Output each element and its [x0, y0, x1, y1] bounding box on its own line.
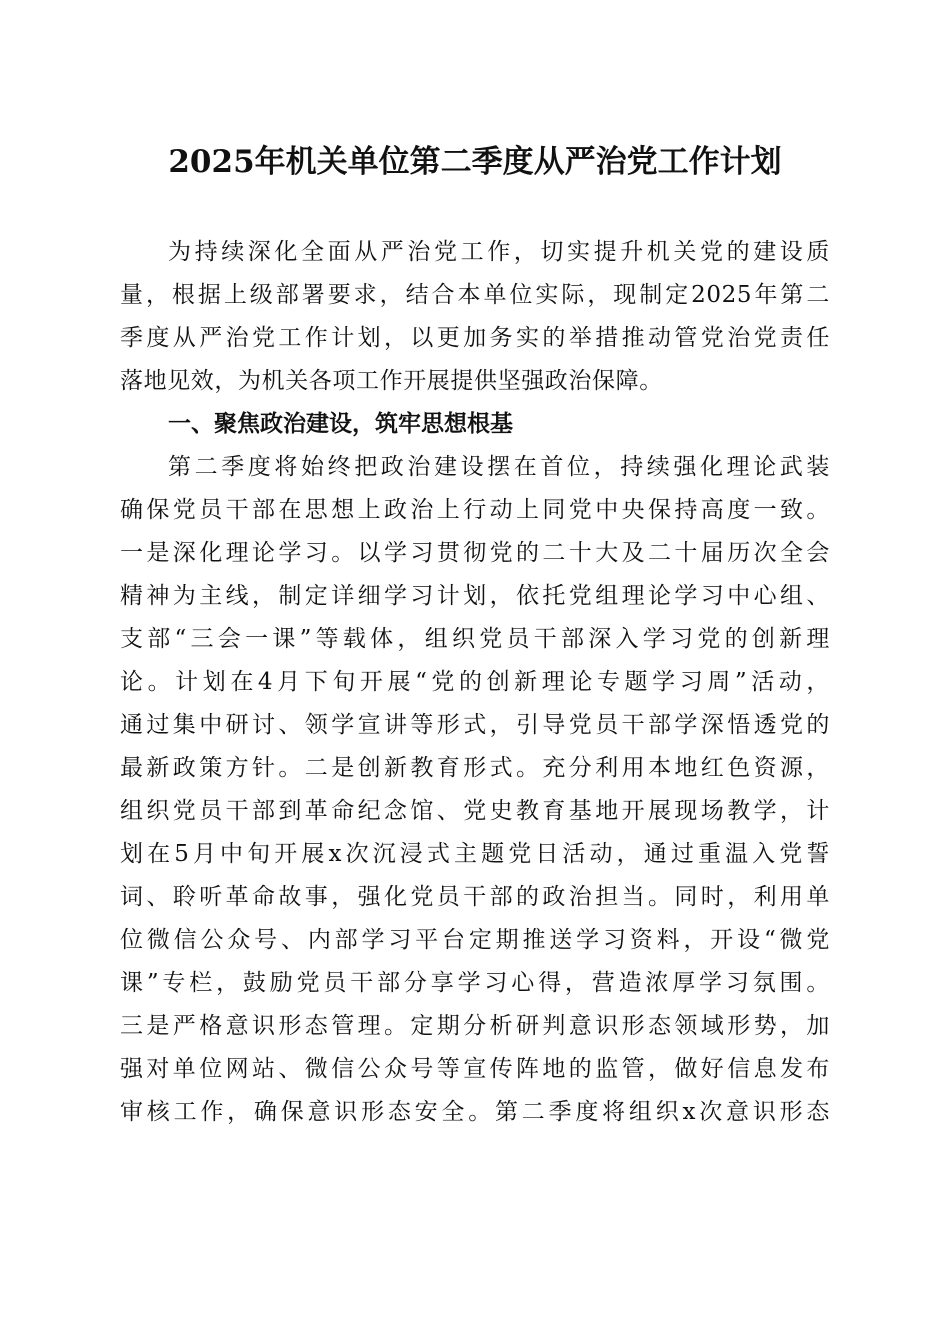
section1-line-16: 审核工作，确保意识形态安全。第二季度将组织x次意识形态 — [120, 1099, 830, 1125]
section1-line-11: 词、聆听革命故事，强化党员干部的政治担当。同时，利用单 — [120, 884, 830, 910]
intro-line-2: 量，根据上级部署要求，结合本单位实际，现制定2025年第二 — [120, 282, 830, 308]
intro-line-1: 为持续深化全面从严治党工作，切实提升机关党的建设质 — [168, 239, 830, 265]
section1-line-5: 支部“三会一课”等载体，组织党员干部深入学习党的创新理 — [120, 626, 830, 652]
intro-line-3: 季度从严治党工作计划，以更加务实的举措推动管党治党责任 — [120, 325, 830, 351]
section1-line-14: 三是严格意识形态管理。定期分析研判意识形态领域形势，加 — [120, 1013, 830, 1039]
section1-line-15: 强对单位网站、微信公众号等宣传阵地的监管，做好信息发布 — [120, 1056, 830, 1082]
document-body — [120, 231, 830, 1134]
section1-line-7: 通过集中研讨、领学宣讲等形式，引导党员干部学深悟透党的 — [120, 712, 830, 738]
intro-line-4: 落地见效，为机关各项工作开展提供坚强政治保障。 — [120, 368, 663, 394]
section1-line-3: 一是深化理论学习。以学习贯彻党的二十大及二十届历次全会 — [120, 540, 830, 566]
section1-line-2: 确保党员干部在思想上政治上行动上同党中央保持高度一致。 — [120, 497, 830, 523]
section1-line-12: 位微信公众号、内部学习平台定期推送学习资料，开设“微党 — [120, 927, 830, 953]
section1-line-6: 论。计划在4月下旬开展“党的创新理论专题学习周”活动， — [120, 669, 830, 695]
document-title: 2025年机关单位第二季度从严治党工作计划 — [168, 144, 782, 180]
section1-line-1: 第二季度将始终把政治建设摆在首位，持续强化理论武装 — [168, 454, 830, 480]
section1-line-13: 课”专栏，鼓励党员干部分享学习心得，营造浓厚学习氛围。 — [120, 970, 830, 996]
section1-line-10: 划在5月中旬开展x次沉浸式主题党日活动，通过重温入党誓 — [120, 841, 830, 867]
section1-line-9: 组织党员干部到革命纪念馆、党史教育基地开展现场教学，计 — [120, 798, 830, 824]
section-heading-1: 一、聚焦政治建设，筑牢思想根基 — [168, 411, 513, 437]
section1-line-4: 精神为主线，制定详细学习计划，依托党组理论学习中心组、 — [120, 583, 830, 609]
section1-line-8: 最新政策方针。二是创新教育形式。充分利用本地红色资源， — [120, 755, 830, 781]
